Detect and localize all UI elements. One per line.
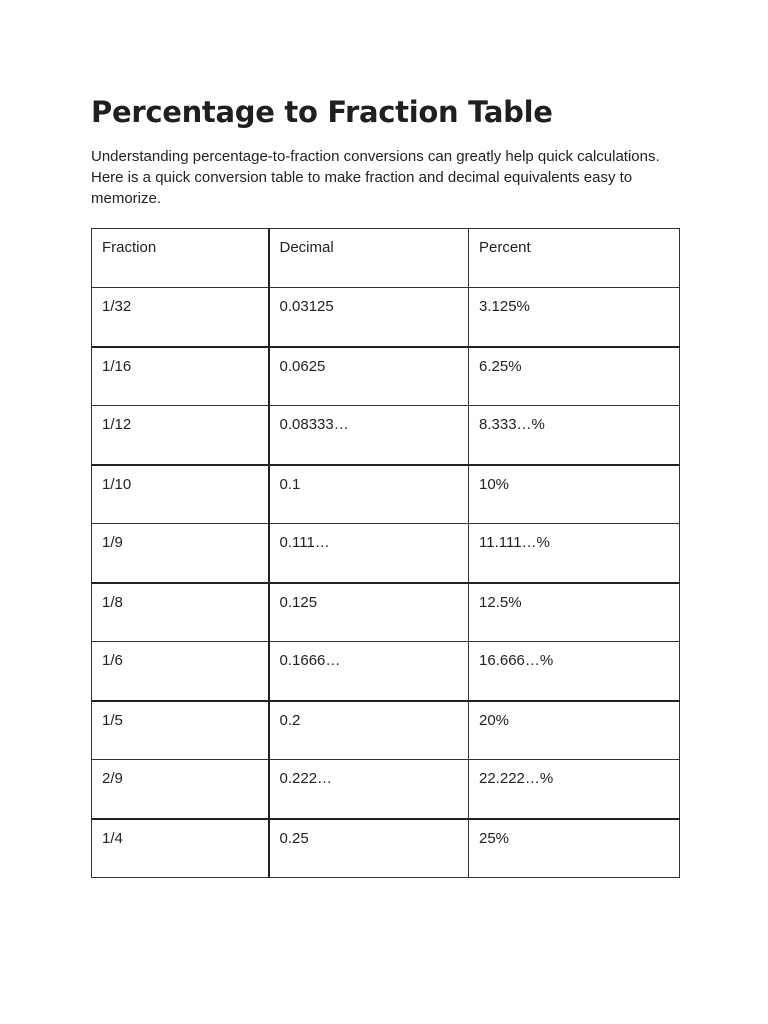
page-title: Percentage to Fraction Table (91, 95, 553, 129)
table-row (92, 583, 680, 642)
header-fraction: Fraction (92, 229, 269, 288)
cell-decimal: 0.03125 (269, 288, 469, 347)
cell-fraction: 1/9 (92, 524, 269, 583)
table-row (92, 760, 680, 819)
cell-percent: 6.25% (469, 347, 680, 406)
table-row (92, 819, 680, 878)
cell-decimal: 0.08333… (269, 406, 469, 465)
cell-decimal: 0.1 (269, 465, 469, 524)
cell-fraction: 1/10 (92, 465, 269, 524)
cell-fraction: 1/4 (92, 819, 269, 878)
cell-fraction: 1/16 (92, 347, 269, 406)
conversion-table (91, 228, 680, 878)
cell-percent: 11.111…% (469, 524, 680, 583)
cell-percent: 10% (469, 465, 680, 524)
table-row (92, 347, 680, 406)
table-row (92, 288, 680, 347)
cell-percent: 3.125% (469, 288, 680, 347)
cell-percent: 22.222…% (469, 760, 680, 819)
table-row (92, 701, 680, 760)
table-row (92, 642, 680, 701)
table-row (92, 406, 680, 465)
cell-percent: 16.666…% (469, 642, 680, 701)
cell-percent: 8.333…% (469, 406, 680, 465)
intro-paragraph: Understanding percentage-to-fraction conversions can greatly help quick calculations. Here is a quick conversion table to make fraction and decimal equivalents easy to memorize. (91, 148, 660, 207)
header-percent: Percent (469, 229, 680, 288)
table-header-row (92, 229, 680, 288)
cell-decimal: 0.0625 (269, 347, 469, 406)
cell-fraction: 1/6 (92, 642, 269, 701)
cell-fraction: 1/5 (92, 701, 269, 760)
cell-decimal: 0.1666… (269, 642, 469, 701)
cell-fraction: 1/32 (92, 288, 269, 347)
cell-decimal: 0.111… (269, 524, 469, 583)
cell-fraction: 1/8 (92, 583, 269, 642)
header-decimal: Decimal (269, 229, 469, 288)
cell-percent: 25% (469, 819, 680, 878)
cell-decimal: 0.222… (269, 760, 469, 819)
cell-percent: 20% (469, 701, 680, 760)
cell-decimal: 0.25 (269, 819, 469, 878)
cell-fraction: 2/9 (92, 760, 269, 819)
cell-decimal: 0.125 (269, 583, 469, 642)
cell-percent: 12.5% (469, 583, 680, 642)
table-row (92, 524, 680, 583)
document-page (91, 92, 679, 847)
cell-decimal: 0.2 (269, 701, 469, 760)
table-row (92, 465, 680, 524)
cell-fraction: 1/12 (92, 406, 269, 465)
conversion-table-body (92, 229, 680, 878)
